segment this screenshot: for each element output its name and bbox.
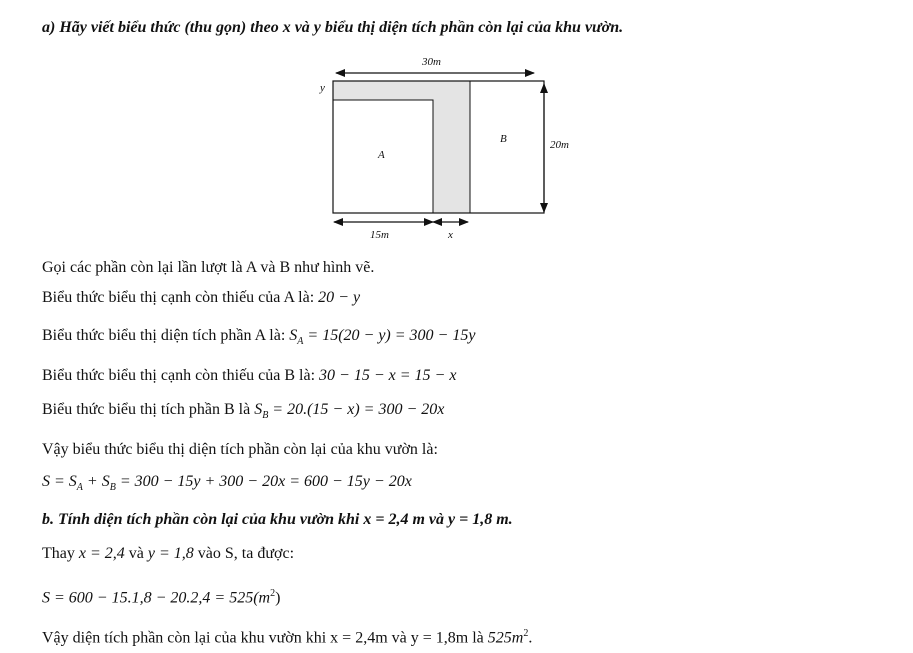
line-side-a: Biểu thức biểu thị cạnh còn thiếu của A là: 20 − y — [42, 289, 361, 306]
line-intro: Gọi các phần còn lại lần lượt là A và B như hình vẽ. — [42, 259, 375, 276]
line-total-expression: $S = S_A + S_B = 300 - 15y + 300 - 20x = 600 - 15y - 20x$ — [42, 473, 412, 494]
label-15m: 15m — [370, 229, 389, 241]
label-x: x — [448, 229, 453, 241]
label-30m: 30m — [422, 56, 441, 68]
line-conclusion-a: Vậy biểu thức biểu thị diện tích phần còn lại của khu vườn là: — [42, 441, 438, 458]
heading-part-b: b. Tính diện tích phần còn lại của khu vườn khi x = 2,4 m và y = 1,8 m. — [42, 511, 513, 528]
line-substitute: Thay x = 2,4 và y = 1,8 vào S, ta được: — [42, 545, 295, 562]
label-region-a: A — [378, 149, 385, 161]
region-b-rect — [470, 81, 544, 213]
line-area-b: Biểu thức biểu thị tích phần B là $S_B = 20.(15 - x) = 300 - 20x$ — [42, 401, 445, 422]
label-20m: 20m — [550, 139, 569, 151]
heading-part-a: a) Hãy viết biểu thức (thu gọn) theo x và y biểu thị diện tích phần còn lại của khu vườn. — [42, 19, 624, 36]
line-final-answer: Vậy diện tích phần còn lại của khu vườn khi x = 2,4m và y = 1,8m là $525m^2$. — [42, 628, 533, 647]
label-y: y — [320, 82, 325, 94]
line-area-a: Biểu thức biểu thị diện tích phần A là: $S_A = 15(20 - y) = 300 - 15y$ — [42, 327, 476, 348]
line-calculation: $S = 600 - 15.1,8 - 20.2,4 = 525(m^2)$ — [42, 588, 281, 607]
label-region-b: B — [500, 133, 507, 145]
garden-diagram — [300, 48, 590, 248]
line-side-b: Biểu thức biểu thị cạnh còn thiếu của B là: 30 − 15 − x = 15 − x — [42, 367, 457, 384]
